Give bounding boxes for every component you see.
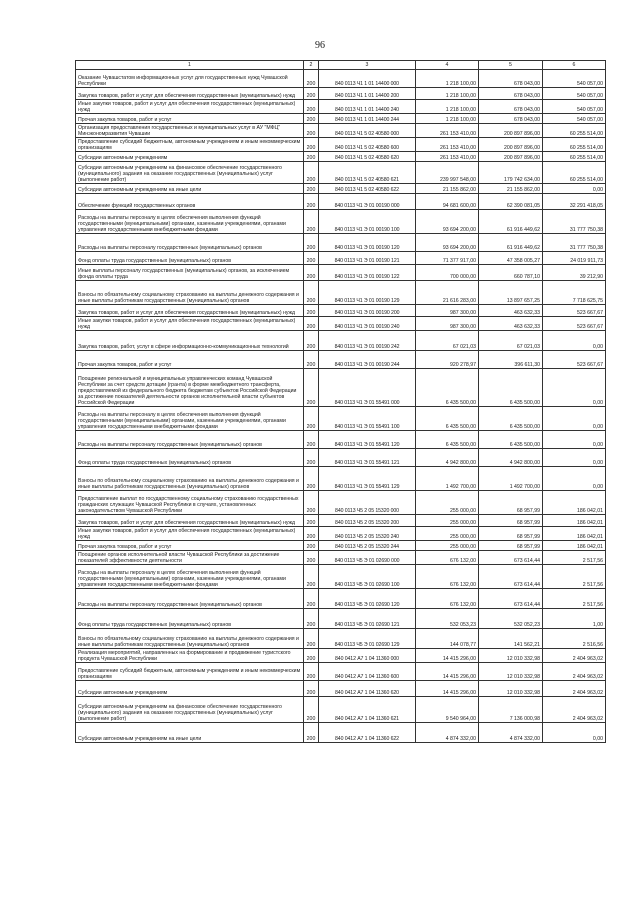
row-budget-code-cell: 840 0113 Ч1 Э 01 55491 129 xyxy=(319,467,416,491)
table-row xyxy=(76,663,606,681)
table-row xyxy=(76,431,606,449)
row-unexecuted-cell: 31 777 750,38 xyxy=(543,234,606,252)
row-approved-cell: 4 942 800,00 xyxy=(416,449,479,467)
row-approved-cell: 1 218 100,00 xyxy=(416,114,479,124)
column-header: 1 xyxy=(76,61,304,70)
row-approved-cell: 144 078,77 xyxy=(416,629,479,649)
row-executed-cell: 678 043,00 xyxy=(479,88,543,100)
row-unexecuted-cell: 2 517,56 xyxy=(543,551,606,565)
row-unexecuted-cell: 540 057,00 xyxy=(543,88,606,100)
row-budget-code-cell: 840 0113 Ч5 2 05 15320 244 xyxy=(319,541,416,551)
row-name-cell: Субсидии автономным учреждениям на иные цели xyxy=(76,723,304,743)
row-line-code-cell: 200 xyxy=(304,194,319,210)
row-executed-cell: 21 155 862,00 xyxy=(479,184,543,194)
row-approved-cell: 255 000,00 xyxy=(416,515,479,527)
row-unexecuted-cell: 24 019 911,73 xyxy=(543,252,606,265)
table-row xyxy=(76,152,606,162)
row-budget-code-cell: 840 0113 Ч5 Э 01 02690 121 xyxy=(319,609,416,629)
table-row xyxy=(76,551,606,565)
row-budget-code-cell: 840 0113 Ч1 5 02 40580 621 xyxy=(319,162,416,184)
row-name-cell: Предоставление субсидий бюджетным, автономным учреждениям и иным некоммерческим организациям xyxy=(76,663,304,681)
row-approved-cell: 676 132,00 xyxy=(416,565,479,589)
row-executed-cell: 6 435 500,00 xyxy=(479,431,543,449)
table-row xyxy=(76,681,606,697)
row-line-code-cell: 200 xyxy=(304,527,319,541)
table-row xyxy=(76,629,606,649)
row-line-code-cell: 200 xyxy=(304,331,319,351)
row-unexecuted-cell: 2 517,56 xyxy=(543,589,606,609)
row-unexecuted-cell: 540 057,00 xyxy=(543,100,606,114)
row-budget-code-cell: 840 0113 Ч1 5 02 40580 600 xyxy=(319,138,416,152)
column-header: 3 xyxy=(319,61,416,70)
budget-execution-table xyxy=(75,60,606,743)
row-approved-cell: 14 415 296,00 xyxy=(416,681,479,697)
row-budget-code-cell: 840 0412 А7 1 04 11360 000 xyxy=(319,649,416,663)
row-executed-cell: 61 916 449,62 xyxy=(479,210,543,234)
row-unexecuted-cell: 0,00 xyxy=(543,407,606,431)
row-executed-cell: 678 043,00 xyxy=(479,114,543,124)
row-executed-cell: 678 043,00 xyxy=(479,70,543,88)
row-executed-cell: 6 435 500,00 xyxy=(479,407,543,431)
row-budget-code-cell: 840 0113 Ч5 2 05 15320 000 xyxy=(319,491,416,515)
row-executed-cell: 463 632,33 xyxy=(479,305,543,317)
table-row xyxy=(76,70,606,88)
row-budget-code-cell: 840 0113 Ч5 Э 01 02690 129 xyxy=(319,629,416,649)
column-header: 2 xyxy=(304,61,319,70)
row-name-cell: Субсидии автономным учреждениям на иные цели xyxy=(76,184,304,194)
row-name-cell: Расходы на выплаты персоналу государственных (муниципальных) органов xyxy=(76,234,304,252)
table-row xyxy=(76,114,606,124)
row-name-cell: Иные выплаты персоналу государственных (муниципальных) органов, за исключением фонда оплаты труда xyxy=(76,265,304,281)
row-approved-cell: 94 681 600,00 xyxy=(416,194,479,210)
row-executed-cell: 396 611,30 xyxy=(479,351,543,369)
row-name-cell: Обеспечение функций государственных органов xyxy=(76,194,304,210)
row-approved-cell: 93 694 200,00 xyxy=(416,210,479,234)
table-row xyxy=(76,589,606,609)
row-executed-cell: 673 614,44 xyxy=(479,565,543,589)
row-line-code-cell: 200 xyxy=(304,663,319,681)
table-row xyxy=(76,194,606,210)
row-line-code-cell: 200 xyxy=(304,589,319,609)
row-budget-code-cell: 840 0113 Ч1 1 01 14400 240 xyxy=(319,100,416,114)
row-budget-code-cell: 840 0113 Ч1 Э 01 55491 000 xyxy=(319,369,416,407)
row-executed-cell: 673 614,44 xyxy=(479,551,543,565)
table-row xyxy=(76,515,606,527)
row-executed-cell: 4 874 332,00 xyxy=(479,723,543,743)
row-unexecuted-cell: 523 667,67 xyxy=(543,305,606,317)
row-name-cell: Оказание Чувашстатом информационных услуг для государственных нужд Чувашской Республики xyxy=(76,70,304,88)
row-budget-code-cell: 840 0113 Ч1 Э 01 00190 122 xyxy=(319,265,416,281)
row-name-cell: Фонд оплаты труда государственных (муниципальных) органов xyxy=(76,609,304,629)
row-name-cell: Взносы по обязательному социальному страхованию на выплаты денежного содержания и иные выплаты работникам государственных (муниципальных) органов xyxy=(76,629,304,649)
row-unexecuted-cell: 0,00 xyxy=(543,369,606,407)
row-line-code-cell: 200 xyxy=(304,114,319,124)
row-executed-cell: 1 492 700,00 xyxy=(479,467,543,491)
row-line-code-cell: 200 xyxy=(304,351,319,369)
row-approved-cell: 14 415 296,00 xyxy=(416,663,479,681)
row-approved-cell: 987 300,00 xyxy=(416,305,479,317)
row-name-cell: Взносы по обязательному социальному страхованию на выплаты денежного содержания и иные выплаты работникам государственных (муниципальных) органов xyxy=(76,467,304,491)
row-executed-cell: 678 043,00 xyxy=(479,100,543,114)
row-budget-code-cell: 840 0113 Ч1 Э 01 00190 242 xyxy=(319,331,416,351)
row-line-code-cell: 200 xyxy=(304,491,319,515)
row-executed-cell: 68 957,99 xyxy=(479,491,543,515)
row-budget-code-cell: 840 0113 Ч1 Э 01 00190 200 xyxy=(319,305,416,317)
row-approved-cell: 4 874 332,00 xyxy=(416,723,479,743)
row-budget-code-cell: 840 0113 Ч1 Э 01 00190 120 xyxy=(319,234,416,252)
row-executed-cell: 179 742 634,00 xyxy=(479,162,543,184)
row-line-code-cell: 200 xyxy=(304,100,319,114)
row-unexecuted-cell: 0,00 xyxy=(543,184,606,194)
row-name-cell: Организация предоставления государственных и муниципальных услуг в АУ "МФЦ" Минэкономразвития Чувашии xyxy=(76,124,304,138)
row-approved-cell: 261 153 410,00 xyxy=(416,124,479,138)
row-budget-code-cell: 840 0113 Ч1 Э 01 55491 121 xyxy=(319,449,416,467)
row-executed-cell: 7 136 000,98 xyxy=(479,697,543,723)
row-unexecuted-cell: 186 042,01 xyxy=(543,541,606,551)
row-budget-code-cell: 840 0113 Ч1 Э 01 55491 120 xyxy=(319,431,416,449)
row-executed-cell: 68 957,99 xyxy=(479,541,543,551)
row-line-code-cell: 200 xyxy=(304,152,319,162)
row-approved-cell: 1 492 700,00 xyxy=(416,467,479,491)
row-approved-cell: 676 132,00 xyxy=(416,589,479,609)
row-unexecuted-cell: 186 042,01 xyxy=(543,515,606,527)
row-unexecuted-cell: 523 667,67 xyxy=(543,317,606,331)
row-executed-cell: 12 010 332,98 xyxy=(479,663,543,681)
row-unexecuted-cell: 186 042,01 xyxy=(543,527,606,541)
row-approved-cell: 676 132,00 xyxy=(416,551,479,565)
row-executed-cell: 200 897 896,00 xyxy=(479,124,543,138)
table-row xyxy=(76,138,606,152)
table-row xyxy=(76,331,606,351)
row-executed-cell: 12 010 332,98 xyxy=(479,681,543,697)
row-line-code-cell: 200 xyxy=(304,210,319,234)
table-header-row xyxy=(76,61,606,70)
row-unexecuted-cell: 31 777 750,38 xyxy=(543,210,606,234)
row-approved-cell: 255 000,00 xyxy=(416,527,479,541)
row-unexecuted-cell: 60 255 514,00 xyxy=(543,152,606,162)
row-line-code-cell: 200 xyxy=(304,138,319,152)
table-row xyxy=(76,649,606,663)
table-row xyxy=(76,541,606,551)
table-row xyxy=(76,449,606,467)
row-approved-cell: 21 616 283,00 xyxy=(416,281,479,305)
row-name-cell: Прочая закупка товаров, работ и услуг xyxy=(76,541,304,551)
table-row xyxy=(76,281,606,305)
row-line-code-cell: 200 xyxy=(304,467,319,491)
row-budget-code-cell: 840 0113 Ч1 Э 01 55491 100 xyxy=(319,407,416,431)
table-row xyxy=(76,305,606,317)
row-unexecuted-cell: 0,00 xyxy=(543,431,606,449)
row-unexecuted-cell: 60 255 514,00 xyxy=(543,162,606,184)
row-name-cell: Закупка товаров, работ, услуг в сфере информационно-коммуникационных технологий xyxy=(76,331,304,351)
row-name-cell: Предоставление выплат по государственному социальному страхованию государственных гражданских служащих Чувашской Республики в случаях, установленных законодательством Чувашской Республики xyxy=(76,491,304,515)
row-name-cell: Субсидии автономным учреждениям xyxy=(76,152,304,162)
row-name-cell: Расходы на выплаты персоналу государственных (муниципальных) органов xyxy=(76,431,304,449)
row-line-code-cell: 200 xyxy=(304,551,319,565)
row-budget-code-cell: 840 0113 Ч5 Э 01 02690 100 xyxy=(319,565,416,589)
row-unexecuted-cell: 0,00 xyxy=(543,467,606,491)
row-executed-cell: 6 435 500,00 xyxy=(479,369,543,407)
table-row xyxy=(76,407,606,431)
row-line-code-cell: 200 xyxy=(304,723,319,743)
row-approved-cell: 1 218 100,00 xyxy=(416,100,479,114)
row-approved-cell: 261 153 410,00 xyxy=(416,152,479,162)
row-name-cell: Реализация мероприятий, направленных на формирование и продвижение туристского продукта Чувашской Республики xyxy=(76,649,304,663)
row-budget-code-cell: 840 0113 Ч1 1 01 14400 244 xyxy=(319,114,416,124)
row-unexecuted-cell: 2 517,56 xyxy=(543,565,606,589)
row-unexecuted-cell: 540 057,00 xyxy=(543,114,606,124)
row-unexecuted-cell: 0,00 xyxy=(543,723,606,743)
row-name-cell: Фонд оплаты труда государственных (муниципальных) органов xyxy=(76,449,304,467)
row-name-cell: Прочая закупка товаров, работ и услуг xyxy=(76,114,304,124)
row-budget-code-cell: 840 0113 Ч1 Э 01 00190 129 xyxy=(319,281,416,305)
column-header: 5 xyxy=(479,61,543,70)
row-executed-cell: 12 010 332,98 xyxy=(479,649,543,663)
row-approved-cell: 71 377 917,00 xyxy=(416,252,479,265)
table-row xyxy=(76,467,606,491)
row-unexecuted-cell: 60 255 514,00 xyxy=(543,124,606,138)
row-line-code-cell: 200 xyxy=(304,541,319,551)
row-name-cell: Расходы на выплаты персоналу в целях обеспечения выполнения функций государственными (муниципальными) органами, казенными учреждениями, органами управления государственными внебюджетными фондами xyxy=(76,210,304,234)
row-name-cell: Предоставление субсидий бюджетным, автономным учреждениям и иным некоммерческим организациям xyxy=(76,138,304,152)
row-line-code-cell: 200 xyxy=(304,234,319,252)
row-line-code-cell: 200 xyxy=(304,369,319,407)
row-name-cell: Расходы на выплаты персоналу в целях обеспечения выполнения функций государственными (муниципальными) органами, казенными учреждениями, органами управления государственными внебюджетными фондами xyxy=(76,407,304,431)
table-row xyxy=(76,124,606,138)
row-executed-cell: 68 957,99 xyxy=(479,527,543,541)
table-row xyxy=(76,265,606,281)
table-row xyxy=(76,100,606,114)
table-row xyxy=(76,369,606,407)
row-line-code-cell: 200 xyxy=(304,609,319,629)
row-unexecuted-cell: 60 255 514,00 xyxy=(543,138,606,152)
row-name-cell: Закупка товаров, работ и услуг для обеспечения государственных (муниципальных) нужд xyxy=(76,515,304,527)
row-unexecuted-cell: 2 404 963,02 xyxy=(543,681,606,697)
column-header: 6 xyxy=(543,61,606,70)
row-approved-cell: 1 218 100,00 xyxy=(416,88,479,100)
row-executed-cell: 200 897 896,00 xyxy=(479,152,543,162)
row-approved-cell: 920 278,97 xyxy=(416,351,479,369)
row-unexecuted-cell: 1,00 xyxy=(543,609,606,629)
row-line-code-cell: 200 xyxy=(304,565,319,589)
row-executed-cell: 68 957,99 xyxy=(479,515,543,527)
row-line-code-cell: 200 xyxy=(304,515,319,527)
row-name-cell: Взносы по обязательному социальному страхованию на выплаты денежного содержания и иные выплаты работникам государственных (муниципальных) органов xyxy=(76,281,304,305)
row-unexecuted-cell: 540 057,00 xyxy=(543,70,606,88)
row-name-cell: Расходы на выплаты персоналу государственных (муниципальных) органов xyxy=(76,589,304,609)
table-row xyxy=(76,527,606,541)
row-budget-code-cell: 840 0113 Ч1 Э 01 00190 240 xyxy=(319,317,416,331)
row-approved-cell: 255 000,00 xyxy=(416,541,479,551)
row-executed-cell: 141 562,21 xyxy=(479,629,543,649)
row-unexecuted-cell: 2 404 963,02 xyxy=(543,697,606,723)
row-name-cell: Субсидии автономным учреждениям на финансовое обеспечение государственного (муниципального) задания на оказание государственных (муниципальных) услуг (выполнение работ) xyxy=(76,162,304,184)
row-line-code-cell: 200 xyxy=(304,649,319,663)
row-executed-cell: 62 390 081,05 xyxy=(479,194,543,210)
row-line-code-cell: 200 xyxy=(304,407,319,431)
row-executed-cell: 67 021,03 xyxy=(479,331,543,351)
row-budget-code-cell: 840 0113 Ч1 5 02 40580 620 xyxy=(319,152,416,162)
row-unexecuted-cell: 32 291 418,05 xyxy=(543,194,606,210)
table-body xyxy=(76,70,606,743)
row-budget-code-cell: 840 0412 А7 1 04 11360 621 xyxy=(319,697,416,723)
row-line-code-cell: 200 xyxy=(304,88,319,100)
row-budget-code-cell: 840 0113 Ч1 Э 01 00190 121 xyxy=(319,252,416,265)
row-line-code-cell: 200 xyxy=(304,681,319,697)
row-line-code-cell: 200 xyxy=(304,431,319,449)
table-row xyxy=(76,565,606,589)
row-line-code-cell: 200 xyxy=(304,305,319,317)
row-approved-cell: 6 435 500,00 xyxy=(416,407,479,431)
row-budget-code-cell: 840 0113 Ч5 Э 01 02690 000 xyxy=(319,551,416,565)
row-unexecuted-cell: 0,00 xyxy=(543,449,606,467)
row-line-code-cell: 200 xyxy=(304,70,319,88)
row-name-cell: Субсидии автономным учреждениям на финансовое обеспечение государственного (муниципального) задания на оказание государственных (муниципальных) услуг (выполнение работ) xyxy=(76,697,304,723)
row-approved-cell: 261 153 410,00 xyxy=(416,138,479,152)
row-name-cell: Поощрение региональной и муниципальных управленческих команд Чувашской Республики за счет средств дотации (гранта) в форме межбюджетного трансферта, предоставляемой из федерального бюджета бюджетам субъектов Российской Федерации за достижение показателей деятельности органов исполнительной власти субъектов Российской Федерации xyxy=(76,369,304,407)
row-unexecuted-cell: 0,00 xyxy=(543,331,606,351)
row-line-code-cell: 200 xyxy=(304,629,319,649)
column-header: 4 xyxy=(416,61,479,70)
row-line-code-cell: 200 xyxy=(304,281,319,305)
row-line-code-cell: 200 xyxy=(304,124,319,138)
row-name-cell: Субсидии автономным учреждениям xyxy=(76,681,304,697)
table-row xyxy=(76,162,606,184)
table-row xyxy=(76,317,606,331)
row-executed-cell: 532 052,23 xyxy=(479,609,543,629)
row-line-code-cell: 200 xyxy=(304,252,319,265)
row-approved-cell: 93 694 200,00 xyxy=(416,234,479,252)
row-approved-cell: 67 021,03 xyxy=(416,331,479,351)
row-line-code-cell: 200 xyxy=(304,184,319,194)
table-row xyxy=(76,88,606,100)
row-budget-code-cell: 840 0113 Ч1 5 02 40580 622 xyxy=(319,184,416,194)
row-budget-code-cell: 840 0113 Ч1 1 01 14400 200 xyxy=(319,88,416,100)
row-unexecuted-cell: 2 404 963,02 xyxy=(543,649,606,663)
row-approved-cell: 700 000,00 xyxy=(416,265,479,281)
table-row xyxy=(76,210,606,234)
row-name-cell: Иные закупки товаров, работ и услуг для обеспечения государственных (муниципальных) нужд xyxy=(76,527,304,541)
row-budget-code-cell: 840 0113 Ч1 Э 01 00190 100 xyxy=(319,210,416,234)
row-approved-cell: 987 300,00 xyxy=(416,317,479,331)
row-unexecuted-cell: 2 516,56 xyxy=(543,629,606,649)
row-name-cell: Закупка товаров, работ и услуг для обеспечения государственных (муниципальных) нужд xyxy=(76,88,304,100)
row-executed-cell: 660 787,10 xyxy=(479,265,543,281)
row-name-cell: Поощрение органов исполнительной власти Чувашской Республики за достижение показателей эффективности деятельности xyxy=(76,551,304,565)
row-name-cell: Расходы на выплаты персоналу в целях обеспечения выполнения функций государственными (муниципальными) органами, казенными учреждениями, органами управления государственными внебюджетными фондами xyxy=(76,565,304,589)
row-approved-cell: 1 218 100,00 xyxy=(416,70,479,88)
row-executed-cell: 13 897 657,25 xyxy=(479,281,543,305)
row-budget-code-cell: 840 0113 Ч5 2 05 15320 240 xyxy=(319,527,416,541)
row-executed-cell: 673 614,44 xyxy=(479,589,543,609)
row-line-code-cell: 200 xyxy=(304,697,319,723)
row-budget-code-cell: 840 0113 Ч1 1 01 14400 000 xyxy=(319,70,416,88)
row-executed-cell: 47 358 005,27 xyxy=(479,252,543,265)
row-approved-cell: 9 540 964,00 xyxy=(416,697,479,723)
table-row xyxy=(76,234,606,252)
row-executed-cell: 463 632,33 xyxy=(479,317,543,331)
row-name-cell: Иные закупки товаров, работ и услуг для обеспечения государственных (муниципальных) нужд xyxy=(76,100,304,114)
row-executed-cell: 61 916 449,62 xyxy=(479,234,543,252)
row-approved-cell: 14 415 296,00 xyxy=(416,649,479,663)
table-row xyxy=(76,609,606,629)
row-name-cell: Фонд оплаты труда государственных (муниципальных) органов xyxy=(76,252,304,265)
table-row xyxy=(76,252,606,265)
row-approved-cell: 6 435 500,00 xyxy=(416,369,479,407)
row-line-code-cell: 200 xyxy=(304,162,319,184)
row-unexecuted-cell: 186 042,01 xyxy=(543,491,606,515)
row-line-code-cell: 200 xyxy=(304,449,319,467)
row-budget-code-cell: 840 0113 Ч5 2 05 15320 200 xyxy=(319,515,416,527)
table-row xyxy=(76,491,606,515)
row-unexecuted-cell: 39 212,90 xyxy=(543,265,606,281)
row-line-code-cell: 200 xyxy=(304,317,319,331)
row-executed-cell: 200 897 896,00 xyxy=(479,138,543,152)
row-line-code-cell: 200 xyxy=(304,265,319,281)
row-budget-code-cell: 840 0113 Ч5 Э 01 02690 120 xyxy=(319,589,416,609)
row-name-cell: Иные закупки товаров, работ и услуг для обеспечения государственных (муниципальных) нужд xyxy=(76,317,304,331)
row-budget-code-cell: 840 0412 А7 1 04 11360 600 xyxy=(319,663,416,681)
table-row xyxy=(76,184,606,194)
row-approved-cell: 239 997 548,00 xyxy=(416,162,479,184)
row-name-cell: Закупка товаров, работ и услуг для обеспечения государственных (муниципальных) нужд xyxy=(76,305,304,317)
row-unexecuted-cell: 2 404 963,02 xyxy=(543,663,606,681)
row-budget-code-cell: 840 0412 А7 1 04 11360 622 xyxy=(319,723,416,743)
row-unexecuted-cell: 7 718 625,75 xyxy=(543,281,606,305)
row-name-cell: Прочая закупка товаров, работ и услуг xyxy=(76,351,304,369)
row-executed-cell: 4 942 800,00 xyxy=(479,449,543,467)
page-number: 96 xyxy=(315,40,325,51)
row-budget-code-cell: 840 0113 Ч1 Э 01 00190 244 xyxy=(319,351,416,369)
row-budget-code-cell: 840 0113 Ч1 Э 01 00190 000 xyxy=(319,194,416,210)
table-row xyxy=(76,351,606,369)
table-row xyxy=(76,697,606,723)
row-approved-cell: 255 000,00 xyxy=(416,491,479,515)
row-approved-cell: 6 435 500,00 xyxy=(416,431,479,449)
table-row xyxy=(76,723,606,743)
row-approved-cell: 532 053,23 xyxy=(416,609,479,629)
row-budget-code-cell: 840 0113 Ч1 5 02 40580 000 xyxy=(319,124,416,138)
row-approved-cell: 21 155 862,00 xyxy=(416,184,479,194)
row-budget-code-cell: 840 0412 А7 1 04 11360 620 xyxy=(319,681,416,697)
row-unexecuted-cell: 523 667,67 xyxy=(543,351,606,369)
